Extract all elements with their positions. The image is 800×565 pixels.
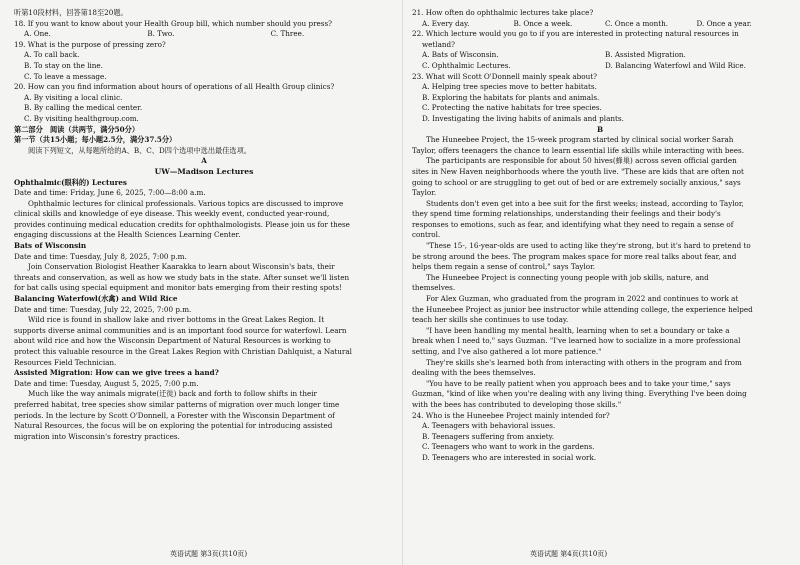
rice-body-line: protect this valuable resource in the Great Lakes Region with Christian Dahlquist, a Natural	[14, 347, 352, 356]
q21-option-b: B. Once a week.	[513, 18, 573, 28]
q19-option-a: A. To call back.	[24, 50, 80, 60]
part2-heading: 第二部分 阅读（共两节，满分50分）	[14, 124, 140, 134]
passage-b-line: going to school or are struggling to get out of bed or are extremely socially anxious," says	[412, 177, 741, 187]
ophthalmic-body-line: clinical skills and knowledge of eye disease. This weekly event, conducted year-round,	[14, 209, 330, 219]
q23-option-c: C. Protecting the native habitats for tree species.	[422, 103, 602, 113]
passage-b-letter: B	[596, 124, 604, 134]
q19-option-b: B. To stay on the line.	[24, 60, 103, 70]
q18-option-c: C. Three.	[270, 29, 305, 39]
ophthalmic-body-line: provides continuing medical education credits for ophthalmologists. Please join us for these	[14, 219, 350, 229]
q21-option-c: C. Once a month.	[605, 18, 669, 28]
bats-date: Date and time: Tuesday, July 8, 2025, 7:00 p.m.	[14, 251, 187, 261]
page-footer-right: 英语试题 第4页(共10页)	[530, 550, 608, 558]
q20-stem: 20. How can you find information about hours of operations of all Health Group clinics?	[14, 82, 335, 92]
rice-heading: Balancing Waterfowl(水禽) and Wild Rice	[14, 294, 178, 304]
bats-body-line: for bat calls using special equipment and monitor bats emerging from their resting spots!	[14, 283, 342, 293]
q22-option-b: B. Assisted Migration.	[605, 50, 686, 60]
q22-option-a: A. Bats of Wisconsin.	[422, 50, 499, 60]
passage-b-line: break when I need to," says Guzman. "I've learned how to socialize in a more professional	[412, 336, 741, 346]
passage-b-line: with the bees has contributed to developing those skills."	[412, 399, 622, 409]
passage-b-line: Guzman, "kind of like when you're dealing with any living thing. Everything I've been doing	[412, 389, 747, 399]
passage-b-line: they spend time forming relationships, understanding their feelings and their body's	[412, 209, 721, 219]
passage-a-title: UW—Madison Lectures	[154, 166, 254, 176]
q22-option-c: C. Ophthalmic Lectures.	[422, 60, 511, 70]
passage-b-line: be strong around the bees. The program makes space for more real talks about fear, and	[412, 251, 737, 261]
assisted-migration-body-line: migration into Wisconsin's forestry practices.	[14, 431, 180, 441]
q22-stem-line: 22. Which lecture would you go to if you are interested in protecting natural resources in	[412, 29, 739, 39]
q22-option-d: D. Balancing Waterfowl and Wild Rice.	[605, 60, 746, 70]
q24-stem: 24. Who is the Huneebee Project mainly intended for?	[412, 410, 610, 420]
assisted-migration-date: Date and time: Tuesday, August 5, 2025, 7:00 p.m.	[14, 378, 199, 388]
passage-b-line: responses to emotions, such as fear, and identifying what they need to regain a sense of	[412, 219, 734, 229]
q22-options-row	[412, 61, 788, 72]
listening-intro: 听第10段材料，回答第18至20题。	[14, 8, 128, 17]
q23-stem: 23. What will Scott O'Donnell mainly speak about?	[412, 71, 597, 81]
q20-option-a: A. By visiting a local clinic.	[24, 92, 123, 102]
q20-option-c: C. By visiting healthgroup.com.	[24, 113, 139, 123]
passage-b-line: Taylor, offers teenagers the chance to learn essential life skills while interacting with bees.	[412, 145, 745, 155]
bats-body-line: Join Conservation Biologist Heather Kaarakka to learn about Wisconsin's bats, their	[28, 262, 335, 272]
rice-body-line: Resources Field Technician.	[14, 357, 117, 367]
ophthalmic-heading: Ophthalmic(眼科的) Lectures	[14, 177, 127, 187]
passage-b-line: "You have to be really patient when you approach bees and to take your time," says	[426, 378, 731, 388]
q21-option-d: D. Once a year.	[696, 18, 752, 28]
q22-options-row	[412, 50, 788, 61]
left-page	[14, 8, 394, 442]
passage-b-line: helps them regain a sense of control," says Taylor.	[412, 262, 596, 272]
assisted-migration-body-line: Natural Resources, the focus will be on exploring the potential for introducing assisted	[14, 421, 333, 431]
q19-option-c: C. To leave a message.	[24, 71, 107, 81]
q22-stem-line: wetland?	[422, 39, 455, 49]
passage-b-line: For Alex Guzman, who graduated from the program in 2022 and continues to work at	[426, 294, 739, 304]
passage-b-line: setting, and I've also gathered a lot more patience."	[412, 347, 602, 356]
bats-body-line: threats and conservation, as well as how we study bats in the state. After sunset we'll listen	[14, 272, 350, 282]
assisted-migration-heading: Assisted Migration: How can we give trees a hand?	[14, 368, 219, 378]
q23-option-a: A. Helping tree species move to better habitats.	[422, 82, 597, 92]
q24-option-c: C. Teenagers who want to work in the gardens.	[422, 442, 595, 452]
rice-body-line: Wild rice is found in shallow lake and river bottoms in the Great Lakes Region. It	[28, 315, 325, 325]
passage-b-line: "These 15-, 16-year-olds are used to acting like they're strong, but it's hard to pretend to	[426, 241, 751, 251]
passage-b-line: The participants are responsible for about 50 hives(蜂巢) across seven official garden	[426, 156, 737, 166]
page-footer-left: 英语试题 第3页(共10页)	[170, 550, 248, 558]
passage-b-line: The Huneebee Project, the 15-week program started by clinical social worker Sarah	[426, 135, 734, 145]
q21-options	[412, 19, 788, 30]
q18-options	[14, 29, 394, 40]
section1-instruction: 阅读下列短文，从每题所给的A、B、C、D四个选项中选出最佳选项。	[28, 145, 251, 155]
ophthalmic-date: Date and time: Friday, June 6, 2025, 7:00—8:00 a.m.	[14, 188, 206, 198]
bats-heading: Bats of Wisconsin	[14, 241, 87, 251]
passage-b-line: sites in New Haven neighborhoods where the youth live. "These are kids that are often not	[412, 166, 744, 176]
q23-option-b: B. Exploring the habitats for plants and animals.	[422, 92, 600, 102]
q18-option-b: B. Two.	[147, 29, 175, 39]
q21-stem: 21. How often do ophthalmic lectures take place?	[412, 8, 594, 17]
passage-b-line: control.	[412, 230, 441, 240]
ophthalmic-body-line: Ophthalmic lectures for clinical professionals. Various topics are discussed to improve	[28, 198, 344, 208]
passage-a-letter: A	[201, 156, 207, 166]
passage-b-line: "I have been handling my mental health, learning when to set a boundary or take a	[426, 325, 730, 335]
rice-date: Date and time: Tuesday, July 22, 2025, 7:00 p.m.	[14, 304, 192, 314]
passage-b-line: dealing with the bees themselves.	[412, 368, 536, 378]
q23-option-d: D. Investigating the living habits of animals and plants.	[422, 113, 624, 123]
q24-option-d: D. Teenagers who are interested in social work.	[422, 452, 597, 462]
q18-option-a: A. One.	[24, 29, 51, 39]
rice-body-line: supports diverse animal communities and is an important food source for waterfowl. Learn	[14, 325, 347, 335]
q24-option-b: B. Teenagers suffering from anxiety.	[422, 431, 555, 441]
rice-body-line: about wild rice and how the Wisconsin Department of Natural Resources is working to	[14, 336, 331, 346]
assisted-migration-body-line: preferred habitat, tree species show similar patterns of migration over much longer time	[14, 399, 340, 409]
q18-stem: 18. If you want to know about your Health Group bill, which number should you press?	[14, 18, 332, 28]
page-fold-divider	[402, 0, 403, 565]
q19-stem: 19. What is the purpose of pressing zero?	[14, 39, 166, 49]
q20-option-b: B. By calling the medical center.	[24, 103, 143, 113]
q24-option-a: A. Teenagers with behavioral issues.	[422, 421, 556, 431]
passage-b-line: Taylor.	[412, 188, 437, 198]
assisted-migration-body-line: periods. In the lecture by Scott O'Donnell, a Forester with the Wisconsin Department of	[14, 410, 335, 420]
assisted-migration-body-line: Much like the way animals migrate(迁徙) back and forth to follow shifts in their	[28, 389, 317, 399]
right-page	[412, 8, 788, 464]
passage-b-line: themselves.	[412, 283, 456, 293]
passage-b-line: They're skills she's learned both from interacting with others in the program and from	[426, 357, 742, 367]
passage-b-line: the Huneebee Project as junior bee instructor while attending college, the experience helped	[412, 304, 753, 314]
passage-b-line: The Huneebee Project is connecting young people with job skills, nature, and	[426, 272, 709, 282]
passage-b-line: teach her skills she continues to use today.	[412, 315, 569, 325]
section1-heading: 第一节（共15小题；每小题2.5分，满分37.5分）	[14, 135, 177, 145]
ophthalmic-body-line: engaging discussions at the Health Sciences Learning Center.	[14, 230, 241, 240]
q21-option-a: A. Every day.	[422, 18, 470, 28]
passage-b-line: Students don't even get into a bee suit for the first weeks; instead, according to Taylor,	[426, 198, 744, 208]
